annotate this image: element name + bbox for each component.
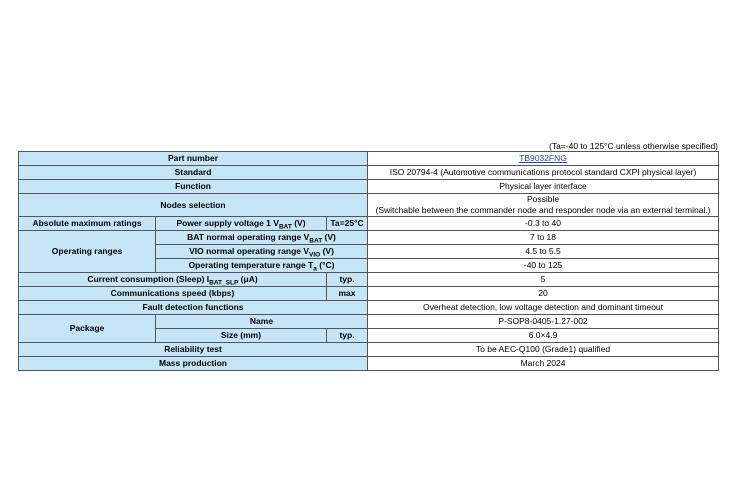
power-supply-voltage-value: -0.3 to 40 <box>368 217 719 231</box>
bat-range-value: 7 to 18 <box>368 231 719 245</box>
nodes-selection-value <box>368 194 719 217</box>
row-package-name <box>19 315 719 329</box>
temp-range-value: -40 to 125 <box>368 259 719 273</box>
abs-max-condition: Ta=25°C <box>327 217 368 231</box>
package-name-label: Name <box>156 315 368 329</box>
row-abs-max <box>19 217 719 231</box>
reliability-value: To be AEC-Q100 (Grade1) qualified <box>368 343 719 357</box>
fault-label: Fault detection functions <box>19 301 368 315</box>
row-bat-range <box>19 231 719 245</box>
current-label: Current consumption (Sleep) $I_{BAT\_SLP}$ (μA) <box>19 273 327 287</box>
abs-max-group-label: Absolute maximum ratings <box>19 217 156 231</box>
current-condition: typ. <box>327 273 368 287</box>
row-current <box>19 273 719 287</box>
fault-value: Overheat detection, low voltage detection and dominant timeout <box>368 301 719 315</box>
row-fault <box>19 301 719 315</box>
part-number-value <box>368 152 719 166</box>
function-label: Function <box>19 180 368 194</box>
nodes-selection-label: Nodes selection <box>19 194 368 217</box>
package-name-value: P-SOP8-0405-1.27-002 <box>368 315 719 329</box>
row-speed <box>19 287 719 301</box>
standard-label: Standard <box>19 166 368 180</box>
row-mass-production <box>19 357 719 371</box>
package-group-label: Package <box>19 315 156 343</box>
spec-table <box>18 151 719 371</box>
package-size-condition: typ. <box>327 329 368 343</box>
mass-production-label: Mass production <box>19 357 368 371</box>
package-size-value: 6.0×4.9 <box>368 329 719 343</box>
vio-range-label: VIO normal operating range $V_{VIO}$ (V) <box>156 245 368 259</box>
standard-value: ISO 20794-4 (Automotive communications protocol standard CXPI physical layer) <box>368 166 719 180</box>
row-standard <box>19 166 719 180</box>
power-supply-voltage-label: Power supply voltage 1 $V_{BAT}$ (V) <box>156 217 327 231</box>
temp-range-label: Operating temperature range $T_a$ (°C) <box>156 259 368 273</box>
speed-value: 20 <box>368 287 719 301</box>
speed-label: Communications speed (kbps) <box>19 287 327 301</box>
package-size-label: Size (mm) <box>156 329 327 343</box>
current-value: 5 <box>368 273 719 287</box>
nodes-selection-value-line2: (Switchable between the commander node and responder node via an external terminal.) <box>375 205 711 215</box>
row-reliability <box>19 343 719 357</box>
condition-note: (Ta=-40 to 125°C unless otherwise specified) <box>549 141 718 151</box>
bat-range-label: BAT normal operating range $V_{BAT}$ (V) <box>156 231 368 245</box>
function-value: Physical layer interface <box>368 180 719 194</box>
operating-ranges-group-label: Operating ranges <box>19 231 156 273</box>
row-part-number <box>19 152 719 166</box>
nodes-selection-value-line1: Possible <box>526 194 560 204</box>
part-number-label: Part number <box>19 152 368 166</box>
reliability-label: Reliability test <box>19 343 368 357</box>
mass-production-value: March 2024 <box>368 357 719 371</box>
row-function <box>19 180 719 194</box>
vio-range-value: 4.5 to 5.5 <box>368 245 719 259</box>
row-nodes-selection <box>19 194 719 217</box>
part-number-link[interactable]: TB9032FNG <box>519 153 567 163</box>
speed-condition: max <box>327 287 368 301</box>
